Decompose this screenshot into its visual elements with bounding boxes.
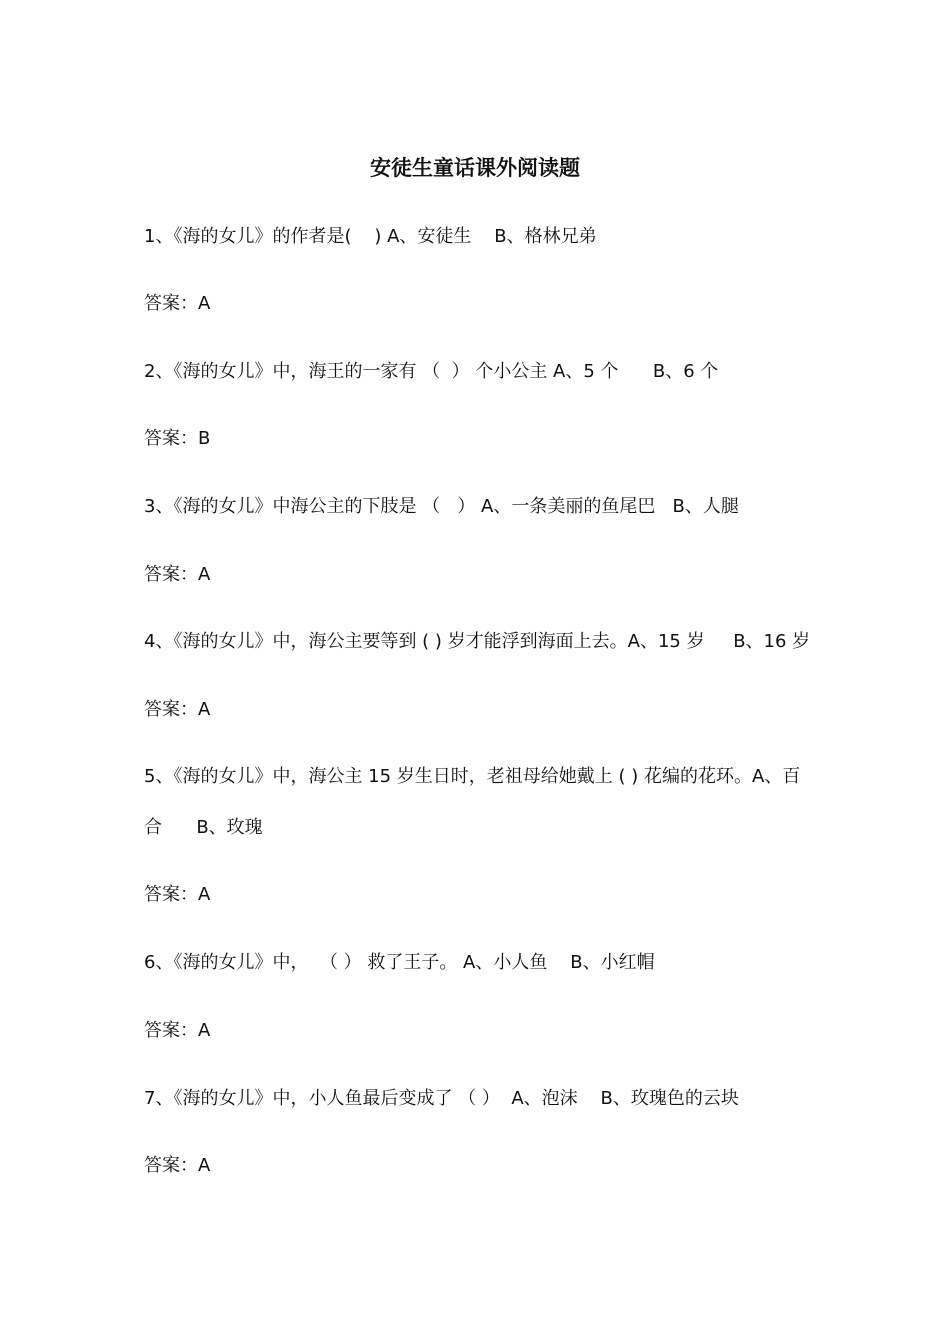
question-5: 5、《海的女儿》中，海公主 15 岁生日时，老祖母给她戴上 ( ) 花编的花环。A、百 <box>144 766 801 787</box>
question-6: 6、《海的女儿》中， （ ） 救了王子。 A、小人鱼 B、小红帽 <box>144 952 655 973</box>
question-3: 3、《海的女儿》中海公主的下肢是 （ ） A、一条美丽的鱼尾巴 B、人腿 <box>144 496 739 517</box>
answer-3: 答案：A <box>144 564 211 585</box>
question-5-continued: 合 B、玫瑰 <box>144 817 263 838</box>
answer-5: 答案：A <box>144 884 211 905</box>
answer-6: 答案：A <box>144 1020 211 1041</box>
question-4: 4、《海的女儿》中，海公主要等到 ( ) 岁才能浮到海面上去。A、15 岁 B、16 岁 <box>144 631 811 652</box>
page-title: 安徒生童话课外阅读题 <box>370 156 580 180</box>
question-7: 7、《海的女儿》中，小人鱼最后变成了 （ ） A、泡沫 B、玫瑰色的云块 <box>144 1088 739 1109</box>
question-2: 2、《海的女儿》中，海王的一家有 （ ） 个小公主 A、5 个 B、6 个 <box>144 361 719 382</box>
answer-7: 答案：A <box>144 1155 211 1176</box>
answer-4: 答案：A <box>144 699 211 720</box>
answer-1: 答案：A <box>144 293 211 314</box>
answer-2: 答案：B <box>144 428 211 449</box>
question-1: 1、《海的女儿》的作者是( ) A、安徒生 B、格林兄弟 <box>144 226 597 247</box>
